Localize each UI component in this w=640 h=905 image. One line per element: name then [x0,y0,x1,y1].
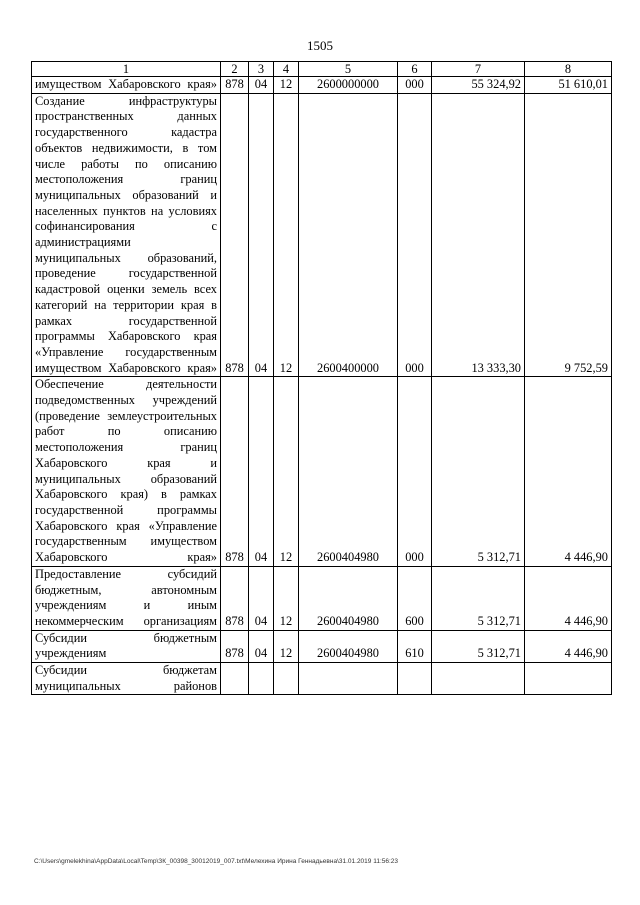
cell-ministry: 878 [221,77,249,94]
cell-target-article: 2600000000 [299,77,398,94]
cell-section: 04 [249,630,274,662]
row-description: имуществом Хабаровского края» [32,77,221,94]
header-cell: 5 [299,62,398,77]
cell-ministry [221,663,249,695]
cell-expense-type: 600 [398,566,432,630]
header-cell: 2 [221,62,249,77]
table-row [32,377,612,566]
header-cell: 4 [274,62,299,77]
cell-plan [432,663,525,695]
cell-subsection: 12 [274,93,299,377]
cell-target-article [299,663,398,695]
cell-actual: 4 446,90 [525,566,612,630]
cell-ministry: 878 [221,630,249,662]
row-description: Предоставление субсидий бюджетным, автономным учреждениям и иным некоммерческим организациям [32,566,221,630]
table-row [32,93,612,377]
row-description: Обеспечение деятельности подведомственных учреждений (проведение землеустроительных работ по описанию местоположения границ Хабаровского края и муниципальных образований Хабаровского края) в рамках государственной программы Хабаровского края «Управление государственным имуществом Хабаровского края» [32,377,221,566]
cell-target-article: 2600404980 [299,630,398,662]
cell-plan: 5 312,71 [432,630,525,662]
cell-actual: 9 752,59 [525,93,612,377]
header-row [32,62,612,77]
cell-section: 04 [249,566,274,630]
table-row [32,630,612,662]
header-cell: 1 [32,62,221,77]
cell-plan: 55 324,92 [432,77,525,94]
cell-actual: 4 446,90 [525,630,612,662]
cell-ministry: 878 [221,93,249,377]
cell-target-article: 2600404980 [299,377,398,566]
file-path-footer: C:\Users\gmelekhina\AppData\Local\Temp\ЗК_00398_30012019_007.txt\Мелехина Ирина Геннадьевна\31.01.2019 11:56:23 [34,858,399,865]
cell-target-article: 2600400000 [299,93,398,377]
cell-subsection: 12 [274,630,299,662]
cell-target-article: 2600404980 [299,566,398,630]
page-number: 1505 [307,38,333,53]
cell-expense-type: 000 [398,377,432,566]
cell-ministry: 878 [221,377,249,566]
budget-table [31,61,612,695]
row-description: Создание инфраструктуры пространственных данных государственного кадастра объектов недвижимости, в том числе работы по описанию местоположения границ муниципальных образований и населенных пунктов на условиях софинансирования с администрациями муниципальных образований, проведение государственной кадастровой оценки земель всех категорий на территории края в рамках государственной программы Хабаровского края «Управление государственным имуществом Хабаровского края» [32,93,221,377]
cell-subsection [274,663,299,695]
cell-section: 04 [249,77,274,94]
cell-subsection: 12 [274,566,299,630]
cell-plan: 5 312,71 [432,377,525,566]
header-cell: 3 [249,62,274,77]
cell-expense-type: 000 [398,93,432,377]
cell-subsection: 12 [274,77,299,94]
cell-subsection: 12 [274,377,299,566]
cell-ministry: 878 [221,566,249,630]
table-row [32,77,612,94]
header-cell: 7 [432,62,525,77]
cell-actual [525,663,612,695]
header-cell: 6 [398,62,432,77]
cell-section: 04 [249,93,274,377]
cell-plan: 5 312,71 [432,566,525,630]
cell-section [249,663,274,695]
cell-actual: 51 610,01 [525,77,612,94]
cell-actual: 4 446,90 [525,377,612,566]
row-description: Субсидии бюджетным учреждениям [32,630,221,662]
row-description: Субсидии бюджетам муниципальных районов [32,663,221,695]
cell-expense-type: 610 [398,630,432,662]
table-row [32,663,612,695]
cell-expense-type [398,663,432,695]
table-row [32,566,612,630]
cell-plan: 13 333,30 [432,93,525,377]
cell-expense-type: 000 [398,77,432,94]
header-cell: 8 [525,62,612,77]
cell-section: 04 [249,377,274,566]
